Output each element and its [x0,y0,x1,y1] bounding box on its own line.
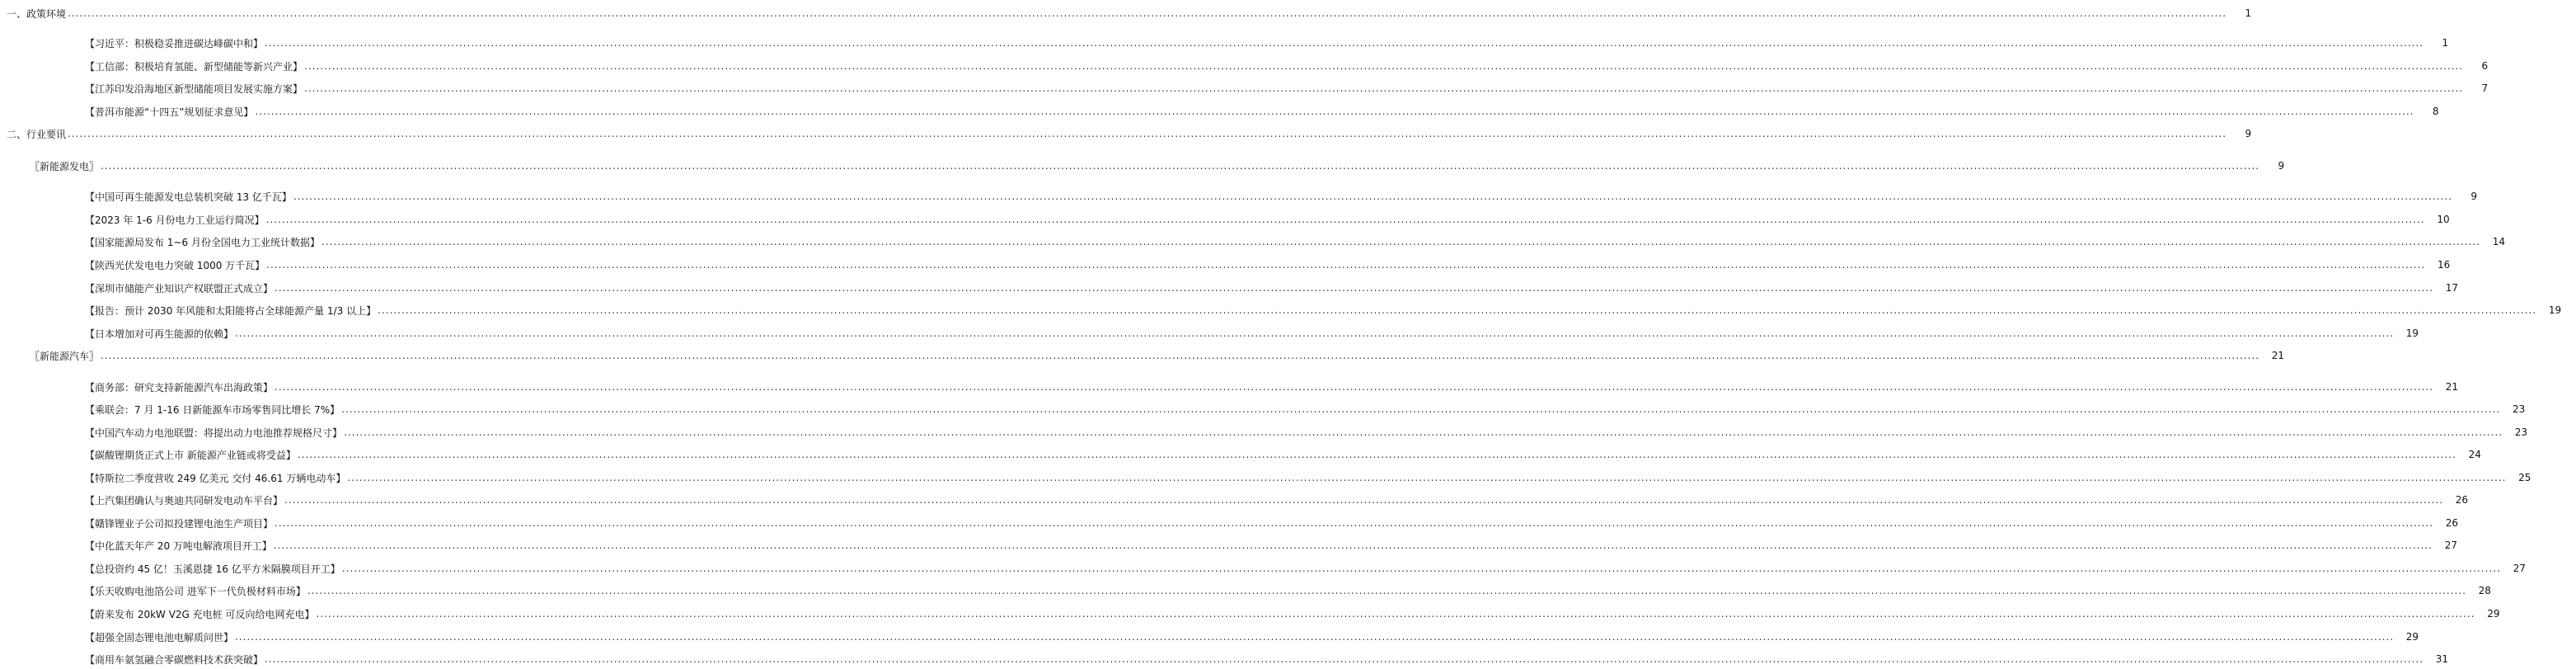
toc-entry-title: 【国家能源局发布 1~6 月份全国电力工业统计数据】 [85,236,320,248]
toc-item[interactable] [0,189,2477,204]
toc-page-number: 23 [2512,403,2526,415]
toc-entry-title: 【中化蓝天年产 20 万吨电解液项目开工】 [85,539,272,552]
toc-page-number: 23 [2514,426,2528,438]
toc-item[interactable] [0,303,2562,318]
toc-entry-title: 【商用车氨氢融合零碳燃料技术获突破】 [85,653,264,666]
toc-page-number: 27 [2444,539,2457,551]
toc-page-number: 29 [2487,608,2500,620]
toc-item[interactable] [0,257,2451,272]
toc-page-number: 26 [2445,517,2459,529]
toc-leader-dots [265,653,2424,665]
toc-entry-title: 【超强全固态锂电池电解质问世】 [85,631,234,643]
toc-leader-dots [101,160,2259,172]
toc-entry-title: 【上汽集团确认与奥迪共同研发电动车平台】 [85,494,284,506]
toc-subsection-new-energy-vehicles[interactable] [0,348,2285,363]
toc-item[interactable] [0,104,2439,119]
toc-item[interactable] [0,561,2526,576]
toc-item[interactable] [0,326,2419,341]
toc-page-number: 1 [2442,37,2449,49]
toc-leader-dots [317,608,2475,620]
toc-item[interactable] [0,583,2491,598]
toc-entry-title: 一、政策环境 [7,7,67,20]
toc-leader-dots [274,282,2433,294]
toc-leader-dots [274,539,2433,551]
toc-item[interactable] [0,402,2526,417]
toc-item[interactable] [0,35,2449,50]
toc-leader-dots [344,426,2503,438]
toc-entry-title: 【蔚来发布 20kW V2G 充电桩 可反向给电网充电】 [85,608,315,620]
toc-page-number: 10 [2437,214,2450,225]
toc-item[interactable] [0,425,2528,440]
toc-entry-title: 【碳酸锂期货正式上市 新能源产业链或将受益】 [85,449,296,461]
toc-entry-title: 〖新能源发电〗 [30,160,100,172]
toc-item[interactable] [0,59,2489,73]
toc-entry-title: 【中国汽车动力电池联盟：将提出动力电池推荐规格尺寸】 [85,426,343,439]
toc-leader-dots [298,449,2456,460]
toc-page-number: 14 [2492,236,2506,247]
toc-leader-dots [378,304,2536,316]
toc-entry-title: 【日本增加对可再生能源的依赖】 [85,327,234,340]
toc-leader-dots [68,7,2226,19]
toc-page-number: 26 [2455,494,2469,506]
toc-page-number: 21 [2271,350,2285,361]
toc-page-number: 8 [2432,106,2439,117]
toc-leader-dots [101,350,2259,361]
toc-leader-dots [342,563,2501,574]
toc-page-number: 7 [2481,82,2489,94]
toc-page-number: 9 [2245,128,2252,139]
toc-entry-title: 【中国可再生能源发电总装机突破 13 亿千瓦】 [85,191,292,203]
toc-leader-dots [274,517,2433,529]
toc-entry-title: 二、行业要讯 [7,128,67,140]
toc-item[interactable] [0,470,2531,485]
toc-entry-title: 【商务部：研究支持新能源汽车出海政策】 [85,381,274,393]
toc-entry-title: 【深圳市储能产业知识产权联盟正式成立】 [85,282,274,294]
toc-item[interactable] [0,538,2457,553]
toc-leader-dots [304,60,2463,72]
toc-leader-dots [321,236,2480,247]
toc-entry-title: 【江苏印发沿海地区新型储能项目发展实施方案】 [85,82,303,95]
toc-leader-dots [265,37,2424,49]
toc-item[interactable] [0,212,2450,227]
toc-section-policy[interactable] [0,6,2252,21]
toc-page-number: 17 [2445,282,2459,294]
toc-leader-dots [304,82,2463,94]
toc-leader-dots [235,327,2394,339]
toc-leader-dots [266,214,2425,225]
toc-entry-title: 【习近平：积极稳妥推进碳达峰碳中和】 [85,37,264,49]
toc-item[interactable] [0,652,2449,667]
toc-item[interactable] [0,606,2500,621]
toc-item[interactable] [0,234,2506,249]
toc-entry-title: 【2023 年 1-6 月份电力工业运行简况】 [85,214,265,226]
toc-entry-title: 【陕西光伏发电电力突破 1000 万千瓦】 [85,259,265,271]
toc-entry-title: 【总投资约 45 亿！玉溪恩捷 16 亿平方米隔膜项目开工】 [85,563,340,575]
toc-page-number: 19 [2405,327,2419,339]
toc-page-number: 31 [2435,653,2449,665]
toc-leader-dots [68,128,2226,139]
toc-entry-title: 【工信部：积极培育氢能、新型储能等新兴产业】 [85,60,303,73]
toc-page-number: 24 [2468,449,2481,460]
toc-page-number: 16 [2437,259,2451,271]
toc-leader-dots [255,106,2414,117]
toc-entry-title: 【乘联会：7 月 1-16 日新能源车市场零售同比增长 7%】 [85,403,340,416]
toc-page-number: 9 [2278,160,2285,172]
toc-leader-dots [266,259,2425,271]
toc-page-number: 19 [2548,304,2562,316]
toc-page-number: 29 [2405,631,2419,643]
toc-leader-dots [347,472,2506,483]
toc-entry-title: 【报告：预计 2030 年风能和太阳能将占全球能源产量 1/3 以上】 [85,304,377,317]
toc-entry-title: 【特斯拉二季度营收 249 亿美元 交付 46.61 万辆电动车】 [85,472,346,484]
toc-item[interactable] [0,629,2419,644]
toc-item[interactable] [0,447,2481,462]
toc-section-industry-news[interactable] [0,126,2252,141]
toc-page-number: 21 [2445,381,2459,393]
toc-page-number: 28 [2478,585,2491,596]
toc-entry-title: 〖新能源汽车〗 [30,350,100,362]
toc-entry-title: 【普洱市能源“十四五”规划征求意见】 [85,106,254,118]
toc-page-number: 27 [2513,563,2526,574]
toc-page-number: 6 [2481,60,2489,72]
toc-item[interactable] [0,492,2469,507]
toc-item[interactable] [0,516,2459,530]
toc-page-number: 1 [2245,7,2252,19]
toc-item[interactable] [0,81,2489,96]
toc-item[interactable] [0,379,2459,394]
toc-item[interactable] [0,280,2459,295]
toc-leader-dots [284,494,2443,506]
toc-page-number: 9 [2470,191,2477,202]
toc-leader-dots [274,381,2433,393]
toc-leader-dots [341,403,2500,415]
toc-leader-dots [293,191,2452,202]
toc-leader-dots [307,585,2466,596]
toc-entry-title: 【赣锋锂业子公司拟投建锂电池生产项目】 [85,517,274,530]
toc-leader-dots [235,631,2394,643]
toc-entry-title: 【乐天收购电池箔公司 进军下一代负极材料市场】 [85,585,306,597]
toc-subsection-new-energy-power[interactable] [0,158,2285,173]
toc-page-number: 25 [2518,472,2531,483]
